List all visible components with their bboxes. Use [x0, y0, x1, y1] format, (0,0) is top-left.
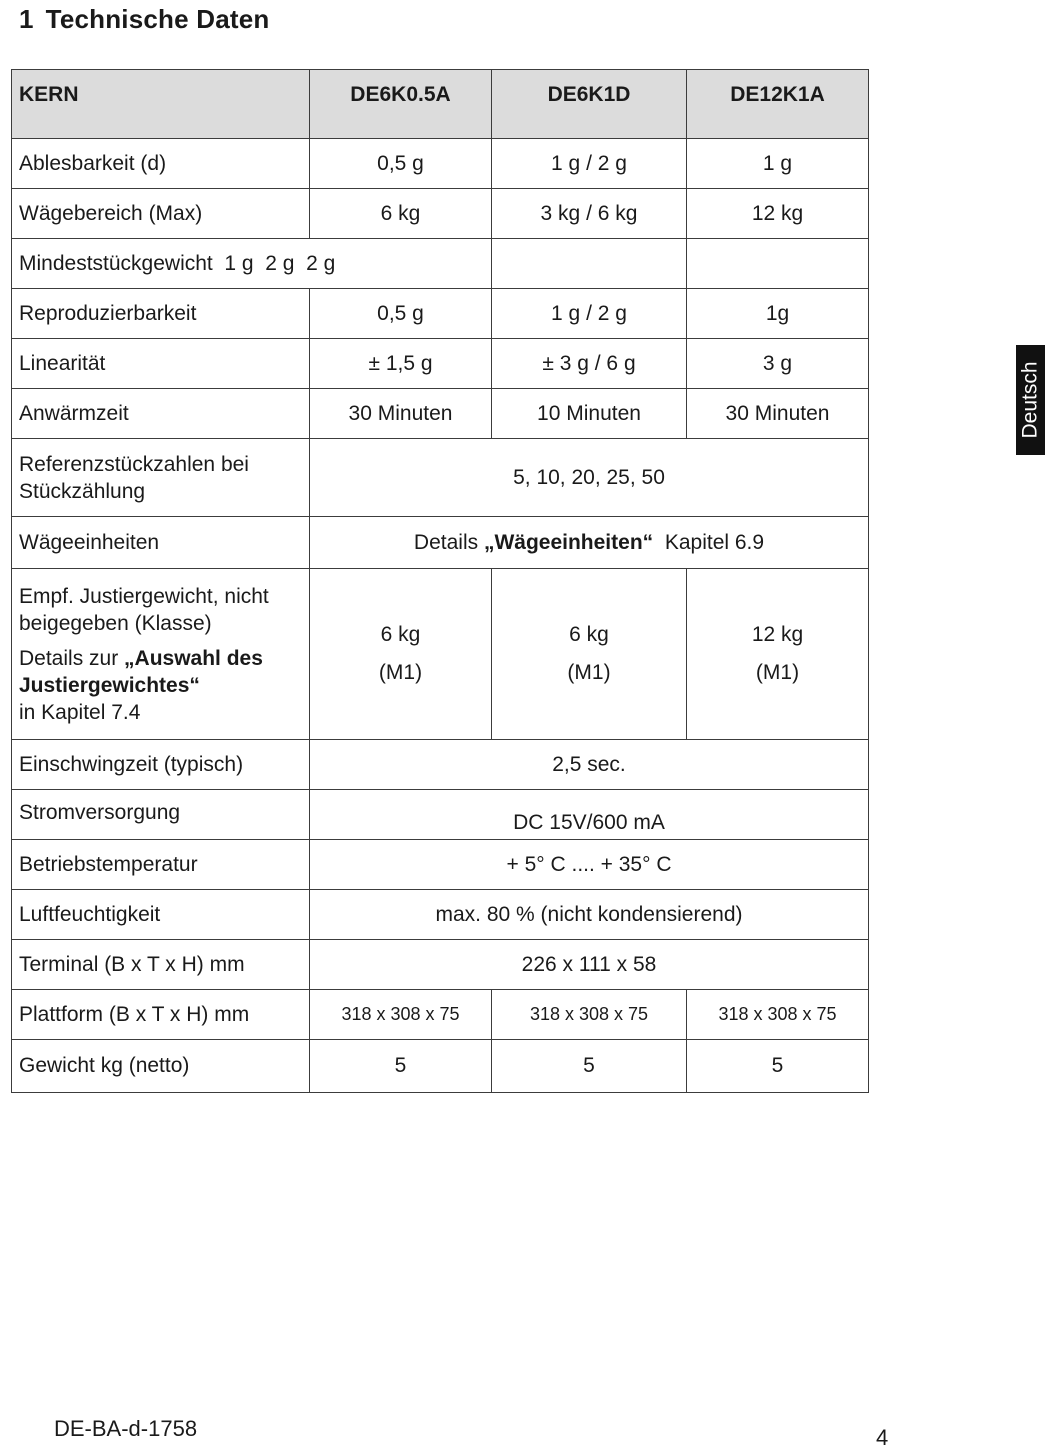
- table-row: [12, 990, 869, 1040]
- row-label: [12, 569, 310, 740]
- cell-value: 6 kg: [310, 189, 492, 239]
- cell-value: 10 Minuten: [492, 389, 687, 439]
- cell-value: 318 x 308 x 75: [310, 990, 492, 1040]
- cell-empty: [492, 239, 687, 289]
- details-bold: „Auswahl des: [124, 646, 263, 670]
- row-label: Ablesbarkeit (d): [12, 139, 310, 189]
- row-label: [12, 439, 310, 517]
- cell-value: 30 Minuten: [310, 389, 492, 439]
- header-model: DE6K1D: [492, 70, 687, 139]
- weight-class: (M1): [378, 661, 423, 684]
- section-number: 1: [19, 4, 34, 34]
- table-row: [12, 239, 869, 289]
- cell-value: 0,5 g: [310, 139, 492, 189]
- section-title: Technische Daten: [45, 4, 270, 34]
- cell-value: 12 kg: [687, 189, 869, 239]
- table-row: [12, 439, 869, 517]
- table-row: [12, 189, 869, 239]
- cell-value: 0,5 g: [310, 289, 492, 339]
- cell-value: + 5° C .... + 35° C: [310, 840, 869, 890]
- page-title: [19, 4, 269, 35]
- row-label: Anwärmzeit: [12, 389, 310, 439]
- header-label: KERN: [12, 70, 310, 139]
- table-row: [12, 569, 869, 740]
- row-label-line: Empf. Justiergewicht, nicht: [19, 584, 269, 608]
- table-row: [12, 139, 869, 189]
- cell-value: 30 Minuten: [687, 389, 869, 439]
- table-row: [12, 840, 869, 890]
- table-row: [12, 289, 869, 339]
- row-label: Reproduzierbarkeit: [12, 289, 310, 339]
- weight-value: 12 kg: [751, 623, 804, 646]
- cell-value: 226 x 111 x 58: [310, 940, 869, 990]
- table-row: [12, 940, 869, 990]
- row-label-text: Mindeststückgewicht 1 g 2 g 2 g: [19, 251, 336, 275]
- cell-value: [687, 569, 869, 740]
- units-prefix: Details: [413, 530, 484, 554]
- cell-value: 5: [310, 1040, 492, 1093]
- header-model: DE6K0.5A: [310, 70, 492, 139]
- table-row: [12, 389, 869, 439]
- row-label: Linearität: [12, 339, 310, 389]
- row-label: [12, 239, 492, 289]
- units-suffix: Kapitel 6.9: [653, 530, 765, 554]
- cell-value: DC 15V/600 mA: [310, 790, 869, 840]
- row-label: Plattform (B x T x H) mm: [12, 990, 310, 1040]
- cell-value: 1g: [687, 289, 869, 339]
- row-label: Wägeeinheiten: [12, 517, 310, 569]
- cell-value: 5: [492, 1040, 687, 1093]
- page-number: 4: [876, 1425, 889, 1450]
- units-chapter-ref: „Wägeeinheiten“: [483, 530, 654, 554]
- weight-class: (M1): [755, 661, 800, 684]
- row-label: Wägebereich (Max): [12, 189, 310, 239]
- row-label: Betriebstemperatur: [12, 840, 310, 890]
- header-model: DE12K1A: [687, 70, 869, 139]
- row-label-line: Referenzstückzahlen bei: [19, 452, 249, 476]
- cell-value: 3 kg / 6 kg: [492, 189, 687, 239]
- cell-value: 2,5 sec.: [310, 740, 869, 790]
- cell-value: 5, 10, 20, 25, 50: [310, 439, 869, 517]
- table-row: [12, 1040, 869, 1093]
- cell-value: 318 x 308 x 75: [687, 990, 869, 1040]
- details-prefix: Details zur: [19, 646, 125, 670]
- cell-value: [310, 517, 869, 569]
- details-suffix: in Kapitel 7.4: [19, 700, 141, 724]
- table-row: [12, 517, 869, 569]
- table-row: [12, 790, 869, 840]
- row-label: Gewicht kg (netto): [12, 1040, 310, 1093]
- table-header-row: [12, 70, 869, 139]
- document-id: DE-BA-d-1758: [54, 1416, 198, 1441]
- table-row: [12, 890, 869, 940]
- cell-value: max. 80 % (nicht kondensierend): [310, 890, 869, 940]
- technical-data-table: [11, 69, 869, 1093]
- cell-value: 318 x 308 x 75: [492, 990, 687, 1040]
- weight-class: (M1): [567, 661, 611, 684]
- weight-value: 6 kg: [380, 623, 421, 646]
- cell-value: [492, 569, 687, 740]
- cell-value: [310, 569, 492, 740]
- row-label: Terminal (B x T x H) mm: [12, 940, 310, 990]
- cell-empty: [687, 239, 869, 289]
- row-label: Stromversorgung: [12, 790, 310, 840]
- row-label-line: Stückzählung: [19, 479, 146, 503]
- table-row: [12, 339, 869, 389]
- language-tab: [1016, 345, 1045, 455]
- cell-value: ± 3 g / 6 g: [492, 339, 687, 389]
- language-tab-label: Deutsch: [1018, 361, 1042, 439]
- cell-value: 3 g: [687, 339, 869, 389]
- row-label: Luftfeuchtigkeit: [12, 890, 310, 940]
- cell-value: 1 g / 2 g: [492, 289, 687, 339]
- row-label-line: beigegeben (Klasse): [19, 611, 212, 635]
- cell-value: ± 1,5 g: [310, 339, 492, 389]
- cell-value: 5: [687, 1040, 869, 1093]
- weight-value: 6 kg: [569, 623, 609, 646]
- row-label: Einschwingzeit (typisch): [12, 740, 310, 790]
- cell-value: 1 g: [687, 139, 869, 189]
- cell-value: 1 g / 2 g: [492, 139, 687, 189]
- table-row: [12, 740, 869, 790]
- details-bold: Justiergewichtes“: [19, 673, 200, 697]
